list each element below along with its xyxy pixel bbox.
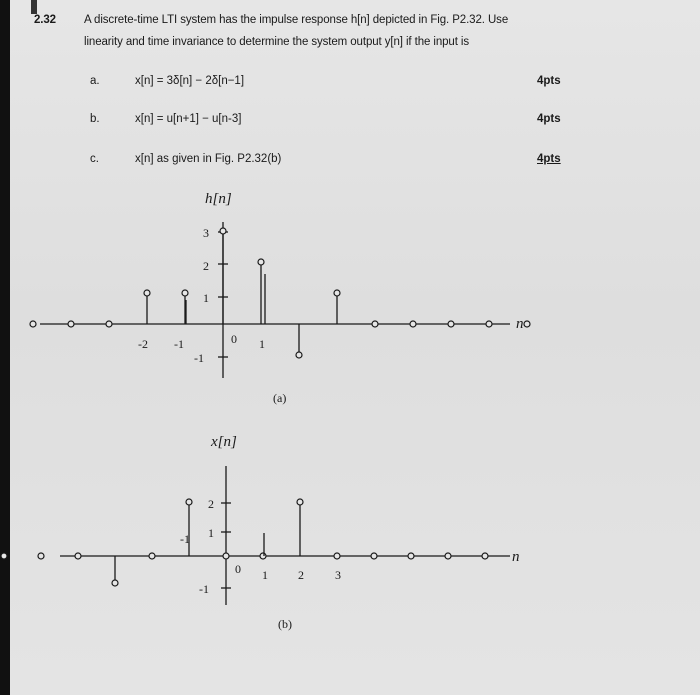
item-b-label: b. bbox=[90, 113, 100, 125]
item-b-expression: x[n] = u[n+1] − u[n-3] bbox=[135, 113, 242, 125]
plot-a-xvar: n bbox=[516, 316, 524, 332]
problem-statement-line-2: linearity and time invariance to determine the system output y[n] if the input is bbox=[84, 36, 470, 48]
item-b-points: 4pts bbox=[537, 113, 561, 125]
plot-b-ytick-label-2: 2 bbox=[208, 497, 214, 511]
plot-b-sample-n5 bbox=[371, 553, 377, 559]
plot-b-ylabel: x[n] bbox=[211, 434, 237, 450]
plot-a-xtick-label-neg2: -2 bbox=[138, 337, 148, 351]
plot-b-sample-n-2 bbox=[112, 580, 118, 586]
item-c-expression: x[n] as given in Fig. P2.32(b) bbox=[135, 153, 282, 165]
plot-b-ytick-label-1: 1 bbox=[208, 526, 214, 540]
plot-b-xtick-label-0: 0 bbox=[235, 562, 241, 576]
problem-statement-line-1: A discrete-time LTI system has the impulse response h[n] depicted in Fig. P2.32. Use bbox=[84, 14, 509, 26]
plot-b-sample-n1 bbox=[223, 553, 229, 559]
plot-a-ytick-label-2: 2 bbox=[203, 259, 209, 273]
plot-b-xtick-label-neg1: -1 bbox=[180, 532, 190, 546]
plot-b-sample-n0 bbox=[186, 499, 192, 505]
plot-a-caption: (a) bbox=[273, 391, 287, 405]
plot-b-caption: (b) bbox=[278, 617, 292, 631]
item-a-points: 4pts bbox=[537, 75, 561, 87]
plot-a-ylabel: h[n] bbox=[205, 191, 232, 207]
item-a-label: a. bbox=[90, 75, 100, 87]
plot-b-xtick-label-3: 3 bbox=[335, 568, 341, 582]
plot-b-sample-n-5 bbox=[1, 553, 7, 559]
plot-a-xtick-label-0: 0 bbox=[231, 332, 237, 346]
plot-b-xvar: n bbox=[512, 549, 520, 565]
problem-number: 2.32 bbox=[34, 14, 56, 26]
plot-b-sample-n8 bbox=[482, 553, 488, 559]
plot-b-sample-n4 bbox=[334, 553, 340, 559]
plot-b-sample-n-1 bbox=[149, 553, 155, 559]
plot-b-sample-n3 bbox=[297, 499, 303, 505]
plot-a-xtick-label-neg1: -1 bbox=[174, 337, 184, 351]
plot-b-sample-n2 bbox=[260, 553, 266, 559]
plot-b-ytick-label-neg1: -1 bbox=[199, 582, 209, 596]
item-c-label: c. bbox=[90, 153, 99, 165]
plot-b-sample-n-3 bbox=[75, 553, 81, 559]
plot-b-stems bbox=[0, 499, 488, 586]
plot-a-ytick-label-1: 1 bbox=[203, 291, 209, 305]
item-c-points: 4pts bbox=[537, 153, 561, 165]
plot-b-sample-n-4 bbox=[38, 553, 44, 559]
item-a-expression: x[n] = 3δ[n] − 2δ[n−1] bbox=[135, 75, 245, 87]
plot-b-sample-n6 bbox=[408, 553, 414, 559]
plot-b-xtick-label-2: 2 bbox=[298, 568, 304, 582]
plot-b-sample-n7 bbox=[445, 553, 451, 559]
plot-a-xtick-label-1: 1 bbox=[259, 337, 265, 351]
plot-b-xtick-label-1: 1 bbox=[262, 568, 268, 582]
plot-a-ytick-label-3: 3 bbox=[203, 226, 209, 240]
plot-a-ytick-label-neg1: -1 bbox=[194, 351, 204, 365]
